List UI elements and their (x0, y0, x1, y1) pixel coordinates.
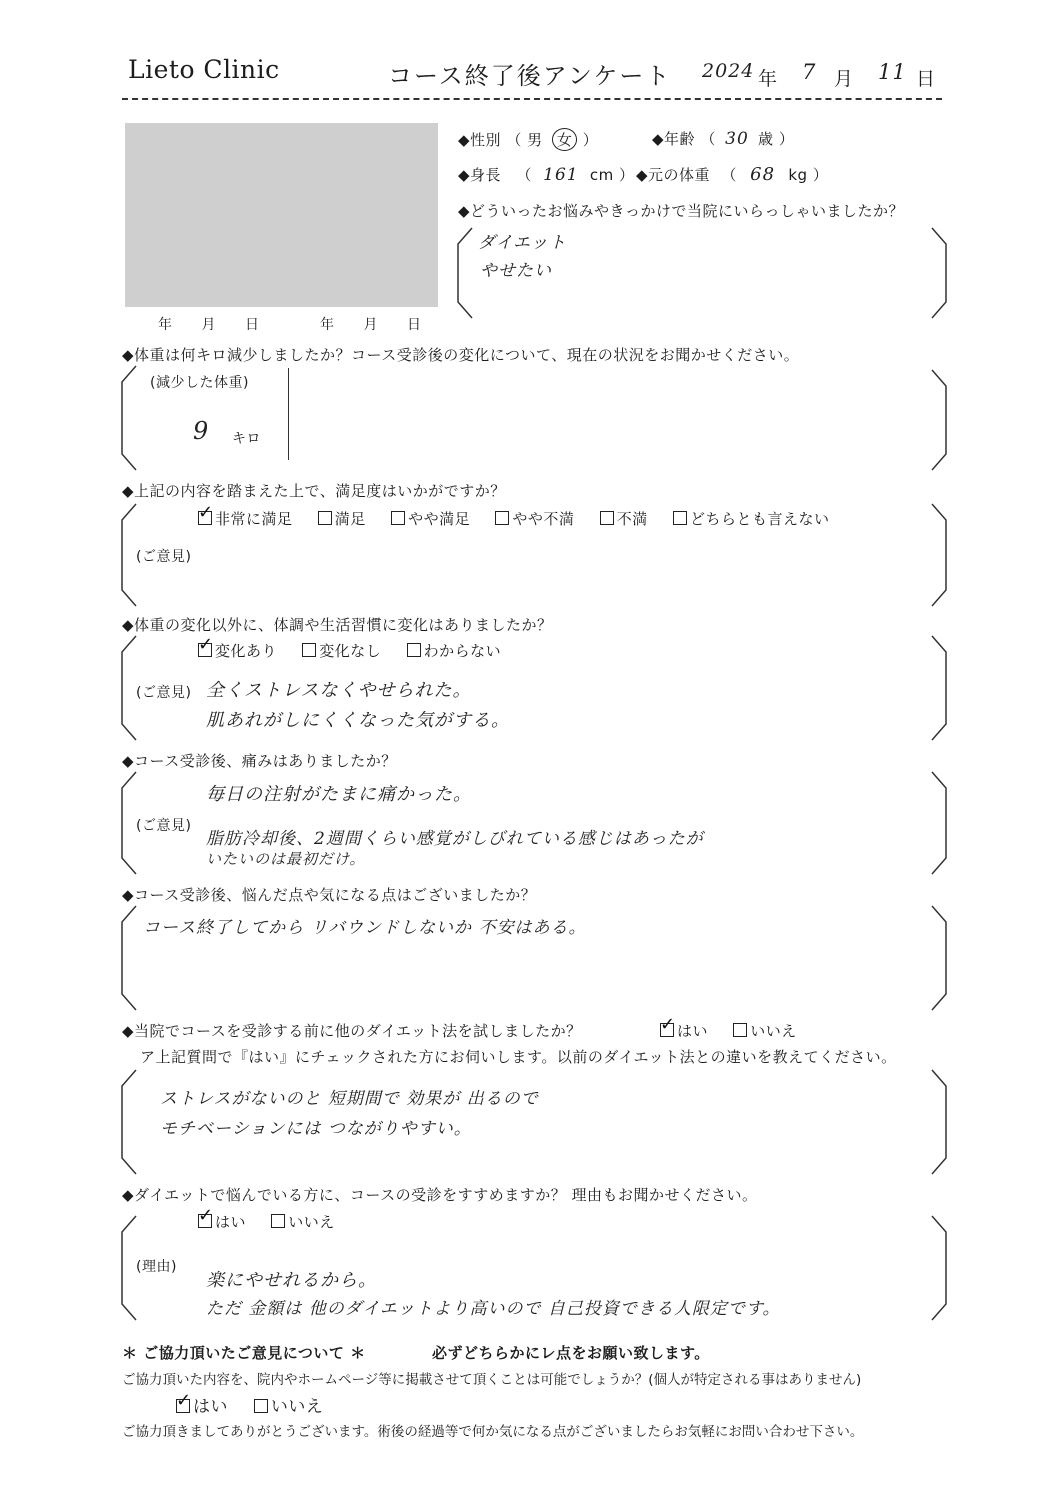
bracket-left (122, 1216, 136, 1320)
gender-row: ◆性別 （ 男 女 ） (458, 128, 598, 151)
pain-answer-line2: 脂肪冷却後、2週間くらい感覚がしびれている感じはあったが (206, 829, 704, 849)
form-title: コース終了後アンケート (388, 62, 672, 90)
weight-unit: kg (788, 166, 808, 184)
satisfaction-option-somewhat-dissatisfied[interactable]: やや不満 (495, 510, 574, 528)
other-diet-yes[interactable]: ✓ はい (660, 1022, 708, 1040)
change-answer-line1: 全くストレスなくやせられた。 (206, 680, 472, 701)
other-diet-answer-line2: モチベーションには つながりやすい。 (160, 1119, 472, 1139)
permission-yes[interactable]: ✓はい (176, 1397, 228, 1417)
bracket-left (122, 772, 136, 874)
concern-answer-line1: コース終了してから リバウンドしないか 不安はある。 (143, 918, 587, 938)
other-diet-sub-question: ア上記質問で『はい』にチェックされた方にお伺いします。以前のダイエット法との違いを教えてください。 (140, 1048, 897, 1066)
satisfaction-option-neutral[interactable]: どちらとも言えない (673, 510, 830, 528)
bracket-right (932, 228, 946, 318)
satisfaction-opinion-label: (ご意見) (136, 549, 192, 565)
permission-no[interactable]: いいえ (254, 1397, 324, 1417)
bracket-right (932, 1070, 946, 1174)
checkmark-request: 必ずどちらかにレ点をお願い致します。 (432, 1344, 710, 1362)
other-diet-no[interactable]: いいえ (733, 1022, 797, 1040)
bracket-left (458, 228, 472, 318)
change-question: ◆体重の変化以外に、体調や生活習慣に変化はありましたか？ (122, 616, 553, 634)
recommend-answer-line1: 楽にやせれるから。 (206, 1270, 377, 1291)
age-row: ◆年齢 （ 30 歳 ） (652, 129, 795, 149)
permission-question: ご協力頂いた内容を、院内やホームページ等に掲載させて頂くことは可能でしょうか？(個人が特定される事はありません) (122, 1372, 862, 1388)
change-option-unknown[interactable]: わからない (407, 642, 502, 660)
bracket-right (932, 1216, 946, 1320)
age-label: ◆年齢 (652, 130, 696, 148)
other-diet-answer-line1: ストレスがないのと 短期間で 効果が 出るので (160, 1089, 539, 1109)
gender-female-circled[interactable]: 女 (552, 128, 578, 151)
weight-row: ◆元の体重 （ 68 kg ） (636, 164, 829, 185)
age-unit: 歳 (758, 130, 774, 148)
photo-after-date: 年 月 日 (320, 317, 422, 333)
change-opinion-label: (ご意見) (136, 685, 192, 701)
date-month-unit: 月 (834, 68, 854, 90)
recommend-question: ◆ダイエットで悩んでいる方に、コースの受診をすすめますか？ 理由もお聞かせください。 (122, 1186, 758, 1204)
change-option-no[interactable]: 変化なし (302, 642, 381, 660)
gender-male[interactable]: 男 (527, 131, 543, 149)
photo-before-date: 年 月 日 (158, 317, 260, 333)
bracket-right (932, 772, 946, 874)
age-value[interactable]: 30 (725, 129, 749, 149)
date-year-unit: 年 (758, 68, 778, 90)
concern-question: ◆コース受診後、悩んだ点や気になる点はございましたか？ (122, 886, 537, 904)
bracket-left (122, 636, 136, 740)
bracket-right (932, 906, 946, 1010)
height-value[interactable]: 161 (543, 165, 579, 185)
weight-label: ◆元の体重 (636, 166, 711, 184)
weight-question: ◆体重は何キロ減少しましたか？コース受診後の変化について、現在の状況をお聞かせください。 (122, 346, 800, 364)
weight-loss-value[interactable]: 9 (193, 417, 210, 445)
satisfaction-option-satisfied[interactable]: 満足 (318, 510, 366, 528)
date-day-unit: 日 (916, 68, 936, 90)
recommend-answer-line2: ただ 金額は 他のダイエットより高いので 自己投資できる人限定です。 (206, 1299, 781, 1319)
pain-question: ◆コース受診後、痛みはありましたか？ (122, 752, 397, 770)
gender-label: ◆性別 (458, 131, 502, 149)
bracket-right (932, 636, 946, 740)
height-row: ◆身長 （ 161 cm ） (458, 165, 635, 185)
reason-answer-line1: ダイエット (478, 233, 567, 253)
change-answer-line2: 肌あれがしにくくなった気がする。 (206, 710, 510, 731)
weight-loss-unit: キロ (232, 431, 261, 447)
pain-opinion-label: (ご意見) (136, 818, 192, 834)
satisfaction-option-dissatisfied[interactable]: 不満 (600, 510, 648, 528)
height-unit: cm (589, 166, 614, 184)
change-option-yes[interactable]: ✓変化あり (198, 642, 277, 660)
bracket-right (932, 370, 946, 470)
bracket-left (122, 906, 136, 1010)
weight-sub-label: (減少した体重) (150, 375, 249, 391)
satisfaction-option-somewhat-satisfied[interactable]: やや満足 (391, 510, 470, 528)
reason-answer-line2: やせたい (480, 261, 552, 281)
height-label: ◆身長 (458, 166, 502, 184)
satisfaction-question: ◆上記の内容を踏まえた上で、満足度はいかがですか？ (122, 482, 506, 500)
bracket-right (932, 504, 946, 606)
date-month: 7 (802, 60, 817, 84)
thanks-message: ご協力頂きましてありがとうございます。術後の経過等で何か気になる点がございましたらお気軽にお問い合わせ下さい。 (122, 1424, 864, 1440)
original-weight-value[interactable]: 68 (750, 164, 776, 185)
reason-question: ◆どういったお悩みやきっかけで当院にいらっしゃいましたか？ (458, 202, 905, 220)
bracket-left (122, 504, 136, 606)
pain-answer-line3: いたいのは最初だけ。 (206, 850, 366, 868)
satisfaction-option-very-satisfied[interactable]: ✓非常に満足 (198, 510, 293, 528)
bracket-left (122, 366, 136, 470)
cooperation-heading: ＊ ご協力頂いたご意見について ＊ (122, 1344, 366, 1362)
clinic-name: Lieto Clinic (128, 55, 280, 84)
other-diet-question: ◆当院でコースを受診する前に他のダイエット法を試しましたか？ (122, 1022, 582, 1040)
recommend-no[interactable]: いいえ (271, 1213, 335, 1231)
pain-answer-line1: 毎日の注射がたまに痛かった。 (206, 784, 472, 805)
recommend-yes[interactable]: ✓はい (198, 1213, 246, 1231)
date-year: 2024 (702, 60, 755, 82)
recommend-reason-label: (理由) (136, 1259, 177, 1275)
bracket-left (122, 1070, 136, 1174)
date-day: 11 (878, 60, 907, 84)
